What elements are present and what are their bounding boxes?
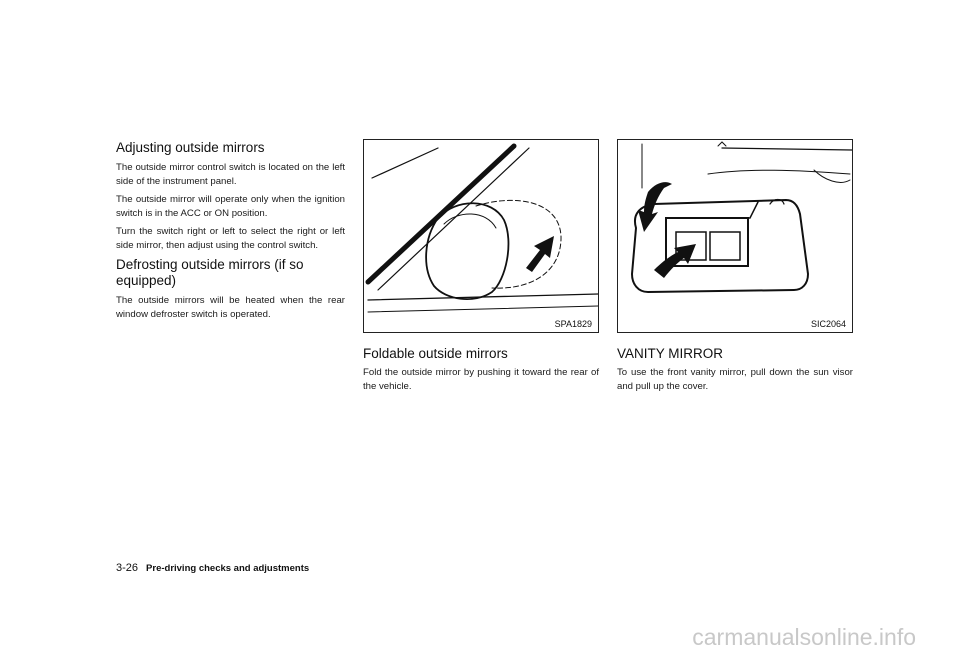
column-2	[363, 346, 599, 398]
watermark: carmanualsonline.info	[692, 624, 916, 650]
paragraph: To use the front vanity mirror, pull down the sun visor and pull up the cover.	[617, 367, 853, 392]
heading-foldable-mirrors: Foldable outside mirrors	[363, 346, 508, 361]
column-1	[116, 140, 345, 326]
paragraph: The outside mirror control switch is located on the left side of the instrument panel.	[116, 162, 345, 187]
heading-defrosting-mirrors: Defrosting outside mirrors (if so equipped)	[116, 257, 304, 288]
heading-vanity-mirror: VANITY MIRROR	[617, 346, 724, 361]
mirror-illustration	[364, 140, 598, 332]
figure-caption: SPA1829	[554, 319, 592, 329]
paragraph: The outside mirror will operate only when the ignition switch is in the ACC or ON position.	[116, 194, 345, 219]
paragraph: Fold the outside mirror by pushing it toward the rear of the vehicle.	[363, 367, 599, 392]
page-footer	[116, 562, 309, 574]
heading-adjusting-mirrors: Adjusting outside mirrors	[116, 140, 265, 155]
section-title: Pre-driving checks and adjustments	[146, 563, 310, 574]
column-3	[617, 346, 853, 398]
paragraph: Turn the switch right or left to select the right or left side mirror, then adjust using the control switch.	[116, 226, 345, 251]
figure-caption: SIC2064	[810, 319, 846, 329]
figure-foldable-mirror	[363, 139, 599, 333]
page-number: 3-26	[116, 562, 139, 574]
vanity-mirror-illustration	[618, 140, 852, 332]
figure-vanity-mirror	[617, 139, 853, 333]
paragraph: The outside mirrors will be heated when the rear window defroster switch is operated.	[116, 295, 345, 320]
